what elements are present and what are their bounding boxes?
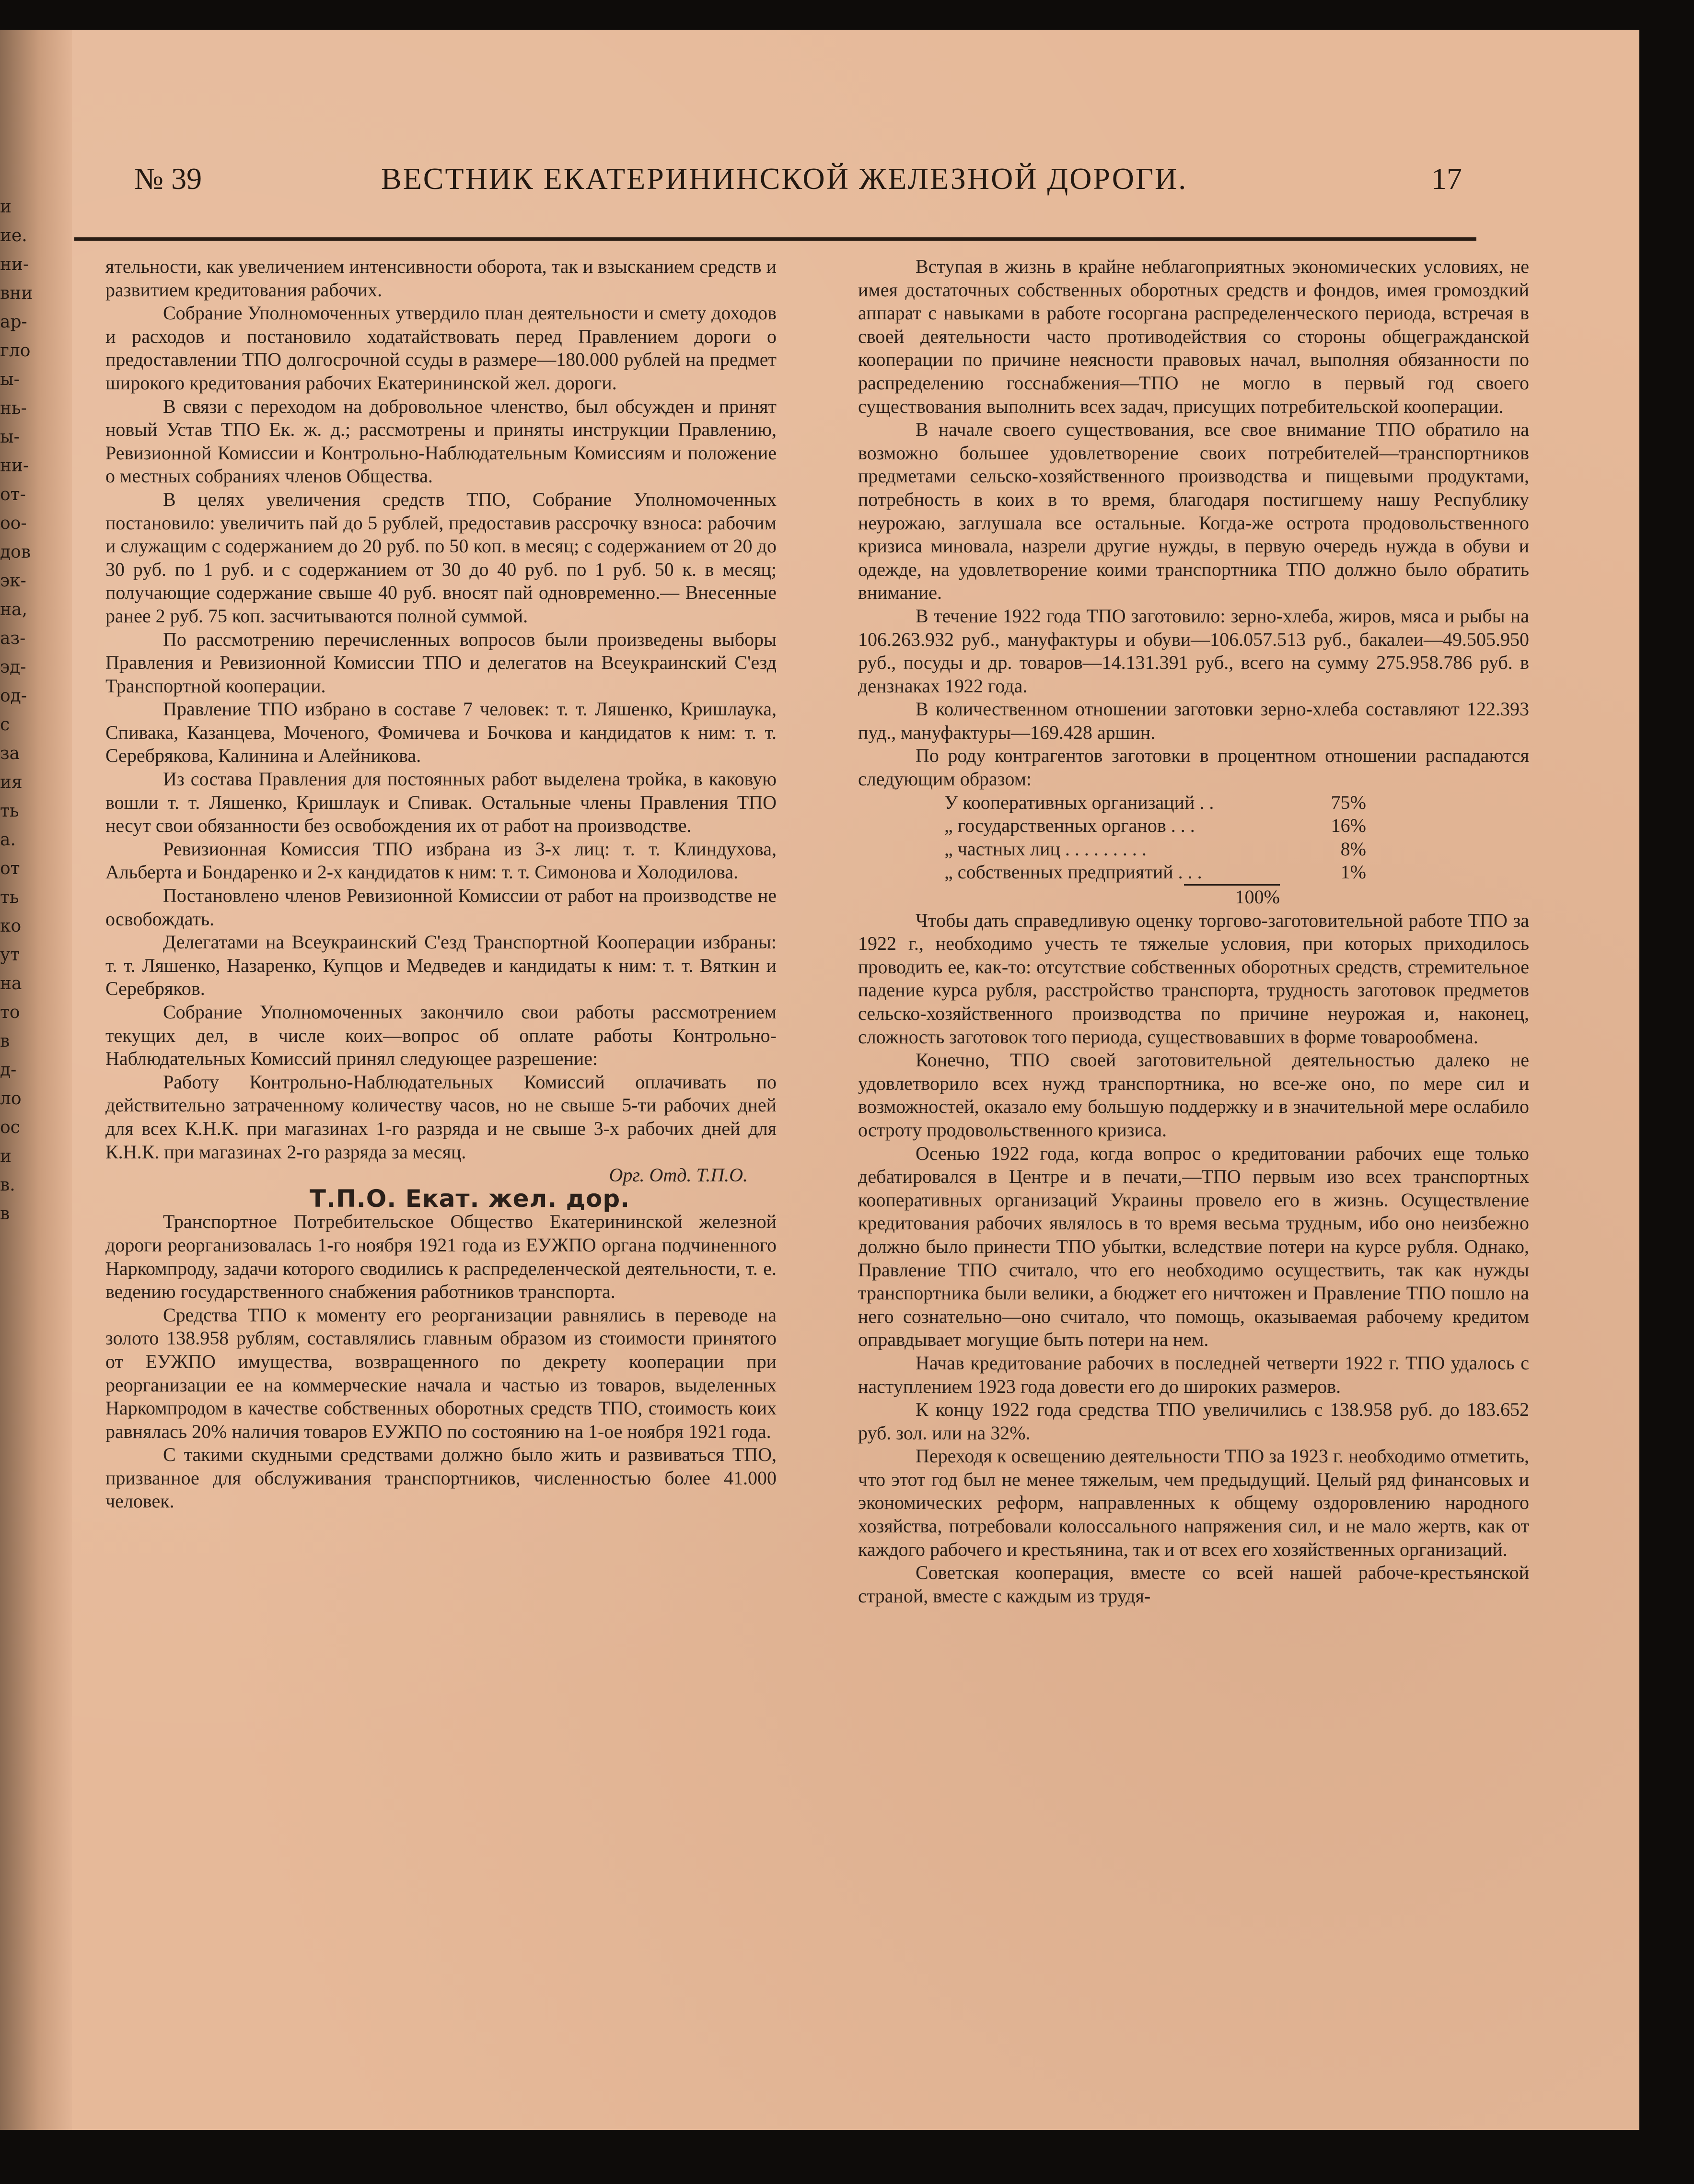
paragraph: В начале своего существования, все свое внимание ТПО обратило на возможно большее удовлетворение своих потребителей—транспортников предметами сельско-хозяйственного производства и пищевыми продуктами, потребность в коих в то время, благодаря постигшему нашу Республику неурожаю, заглушала все остальные. Когда-же острота продовольственного кризиса миновала, назрели другие нужды, в первую очередь нужда в обуви и одежде, на удовлетворение коими транспортника ТПО должно было обратить внимание. <box>858 419 1529 604</box>
paragraph: Собрание Уполномоченных утвердило план деятельности и смету доходов и расходов и постановило ходатайствовать перед Правлением дороги о предоставлении ТПО долгосрочной ссуды в размере—180.000 рублей на предмет широкого кредитования рабочих Екатерининской жел. дороги. <box>105 302 777 394</box>
paragraph: Из состава Правления для постоянных работ выделена тройка, в каковую вошли т. т. Ляшенко, Кришлаук и Спивак. Остальные члены Правления ТПО несут свои обязанности без освобождения их от работ на производстве. <box>105 768 777 837</box>
procurement-value: 8% <box>1340 838 1366 860</box>
binding-gutter <box>0 30 72 2130</box>
fragment-text: в. <box>0 1175 15 1195</box>
paragraph: Делегатами на Всеукраинский С'езд Транспортной Кооперации избраны: т. т. Ляшенко, Назаренко, Купцов и Медведев и кандидаты к ним: т. т. Вяткин и Серебряков. <box>105 931 777 1000</box>
procurement-row <box>944 861 1366 884</box>
fragment-text: на, <box>0 600 27 619</box>
paragraph: Транспортное Потребительское Общество Екатерининской железной дороги реорганизовалась 1-го ноября 1921 года из ЕУЖПО органа подчиненного Наркомпроду, задачи которого сводились к распределенческой деятельности, т. е. ведению государственного снабжения работников транспорта. <box>105 1211 777 1303</box>
right-column <box>858 255 1529 1608</box>
fragment-text: эк- <box>0 571 26 591</box>
fragment-text: и <box>0 197 12 217</box>
fragment-text: оо- <box>0 514 27 533</box>
paragraph: По роду контрагентов заготовки в процентном отношении распадаются следующим образом: <box>858 745 1529 790</box>
paragraph: В целях увеличения средств ТПО, Собрание Уполномоченных постановило: увеличить пай до 5 рублей, предоставив рассрочку взноса: рабочим и служащим с содержанием до 20 руб. по 50 коп. в месяц; с содержанием от 20 до 30 руб. по 1 руб. и с содержанием от 30 до 40 руб. по 1 руб. 50 к. в месяц; получающие содержание свыше 40 руб. вносят пай одновременно.— Внесенные ранее 2 руб. 75 коп. засчитываются полной суммой. <box>105 488 777 627</box>
fragment-text: дов <box>0 542 31 562</box>
section-paragraphs <box>105 1210 777 1513</box>
fragment-text: эд- <box>0 657 26 677</box>
paragraph: Переходя к освещению деятельности ТПО за 1923 г. необходимо отметить, что этот год был не менее тяжелым, чем предыдущий. Целый ряд финансовых и экономических реформ, направленных к общему оздоровлению народного хозяйства, потребовали колоссального напряжения сил, и не мало жертв, как от каждого рабочего и крестьянина, так и от всех его хозяйственных организаций. <box>858 1445 1529 1560</box>
left-paragraphs <box>105 255 777 1164</box>
procurement-label: „ собственных предприятий . . . <box>944 861 1202 883</box>
fragment-text: ие. <box>0 226 27 245</box>
adjacent-page-fragments <box>0 193 33 1228</box>
paragraph: Правление ТПО избрано в составе 7 человек: т. т. Ляшенко, Кришлаука, Спивака, Казанцева, Моченого, Фомичева и Бочкова и кандидатов к ним: т. т. Серебрякова, Калинина и Алейникова. <box>105 698 777 767</box>
left-column <box>105 255 777 1513</box>
procurement-value: 1% <box>1340 861 1366 883</box>
procurement-table <box>944 791 1366 884</box>
fragment-text: ло <box>0 1089 22 1109</box>
fragment-text: ко <box>0 916 22 936</box>
issue-number: № 39 <box>134 162 202 196</box>
paragraph: Конечно, ТПО своей заготовительной деятельностью далеко не удовлетворило всех нужд транспортника, но все-же оно, по мере сил и возможностей, оказало ему большую поддержку и в значительной мере ослабило остроту продовольственного кризиса. <box>858 1049 1529 1141</box>
paragraph: Ревизионная Комиссия ТПО избрана из 3-х лиц: т. т. Клиндухова, Альберта и Бондаренко и 2-х кандидатов к ним: т. т. Симонова и Холодилова. <box>105 838 777 883</box>
fragment-text: ут <box>0 945 20 965</box>
signature: Орг. Отд. Т.П.О. <box>609 1164 748 1186</box>
fragment-text: ы- <box>0 370 20 389</box>
fragment-text: от- <box>0 485 26 504</box>
fragment-text: а. <box>0 830 16 850</box>
fragment-text: с <box>0 715 10 735</box>
paragraph: С такими скудными средствами должно было жить и развиваться ТПО, призванное для обслуживания транспортников, численностью более 41.000 человек. <box>105 1444 777 1512</box>
paragraph: ятельности, как увеличением интенсивности оборота, так и взысканием средств и развитием кредитования рабочих. <box>105 256 777 301</box>
paragraph: Осенью 1922 года, когда вопрос о кредитовании рабочих еще только дебатировался в Центре и в печати,—ТПО первым изо всех транспортных кооперативных организаций Украины провело его в жизнь. Осуществление кредитования рабочих являлось в то время весьма трудным, ибо оно неизбежно должно было принести ТПО убытки, вследствие потери на курсе рубля. Однако, Правление ТПО считало, что его необходимо осуществить, так как нужды транспортника были велики, а бюджет его ничтожен и Правление ТПО пошло на него сознательно—оно считало, что помощь, оказываемая рабочему кредитом оправдывает могущие быть потери на нем. <box>858 1142 1529 1351</box>
right-paragraphs-after <box>858 909 1529 1608</box>
paragraph: Вступая в жизнь в крайне неблагоприятных экономических условиях, не имея достаточных собственных оборотных средств и фондов, имея громоздкий аппарат с навыками в работе госоргана распределенческого периода, встречая в своей деятельности часто противодействия со стороны общегражданской кооперации по причине неясности правовых начал, выполняя обязанности по распределению госснабжения—ТПО не могло в первый год своего существования выполнить всех задач, присущих потребительской кооперации. <box>858 256 1529 417</box>
fragment-text: от <box>0 859 20 878</box>
fragment-text: вни <box>0 283 33 303</box>
procurement-label: У кооперативных организаций . . <box>944 791 1214 813</box>
paragraph: Постановлено членов Ревизионной Комиссии от работ на производстве не освобождать. <box>105 885 777 930</box>
fragment-text: гло <box>0 341 31 361</box>
newspaper-page <box>0 30 1639 2130</box>
procurement-row <box>944 814 1366 838</box>
paragraph: Собрание Уполномоченных закончило свои работы рассмотрением текущих дел, в числе коих—вопрос об оплате работы Контрольно-Наблюдательных Комиссий принял следующее разрешение: <box>105 1001 777 1070</box>
procurement-label: „ частных лиц . . . . . . . . . <box>944 838 1147 860</box>
fragment-text: и <box>0 1146 12 1166</box>
fragment-text: нь- <box>0 398 27 418</box>
fragment-text: ть <box>0 801 19 821</box>
paragraph: В количественном отношении заготовки зерно-хлеба составляют 122.393 пуд., мануфактуры—169.428 аршин. <box>858 698 1529 743</box>
fragment-text: на <box>0 974 22 993</box>
fragment-text: ия <box>0 772 23 792</box>
fragment-text: в <box>0 1204 10 1224</box>
section-title: Т.П.О. Екат. жел. дор. <box>309 1184 630 1213</box>
header-rule <box>74 237 1476 241</box>
paragraph: К концу 1922 года средства ТПО увеличились с 138.958 руб. до 183.652 руб. зол. или на 32%. <box>858 1399 1529 1444</box>
paragraph: Начав кредитование рабочих в последней четверти 1922 г. ТПО удалось с наступлением 1923 года довести его до широких размеров. <box>858 1352 1529 1397</box>
fragment-text: за <box>0 744 20 763</box>
procurement-value: 75% <box>1331 791 1366 813</box>
fragment-text: аз- <box>0 629 26 648</box>
procurement-row <box>944 791 1366 815</box>
page-number: 17 <box>1431 162 1462 196</box>
publication-title: ВЕСТНИК ЕКАТЕРИНИНСКОЙ ЖЕЛЕЗНОЙ ДОРОГИ. <box>381 162 1188 196</box>
procurement-total: 100% <box>1184 884 1280 909</box>
procurement-value: 16% <box>1331 815 1366 837</box>
fragment-text: д- <box>0 1060 17 1080</box>
paragraph: Чтобы дать справедливую оценку торгово-заготовительной работе ТПО за 1922 г., необходимо учесть те тяжелые условия, при которых приходилось проводить ее, как-то: отсутствие собственных оборотных средств, стремительное падение курса рубля, расстройство транспорта, трудность заготовок предметов сельско-хозяйственного производства по причине неурожая и, наконец, сложность заготовок того периода, существовавших в форме товарообмена. <box>858 909 1529 1048</box>
paragraph: В связи с переходом на добровольное членство, был обсужден и принят новый Устав ТПО Ек. ж. д.; рассмотрены и приняты инструкции Правлению, Ревизионной Комиссии и Контрольно-Наблюдательным Комиссиям и положение о местных собраниях членов Общества. <box>105 395 777 487</box>
fragment-text: то <box>0 1003 20 1022</box>
fragment-text: ни- <box>0 255 29 274</box>
paragraph: Работу Контрольно-Наблюдательных Комиссий оплачивать по действительно затраченному количеству часов, но не свыше 5-ти рабочих дней для всех К.Н.К. при магазинах 1-го разряда и не свыше 3-х рабочих дней для К.Н.К. при магазинах 2-го разряда за месяц. <box>105 1071 777 1163</box>
procurement-label: „ государственных органов . . . <box>944 815 1195 837</box>
right-paragraphs-before <box>858 255 1529 791</box>
fragment-text: ы- <box>0 427 20 447</box>
fragment-text: ос <box>0 1118 20 1137</box>
page-header <box>134 158 1462 201</box>
paragraph: По рассмотрению перечисленных вопросов были произведены выборы Правления и Ревизионной Комиссии ТПО и делегатов на Всеукраинский С'езд Транспортной кооперации. <box>105 628 777 697</box>
fragment-text: ть <box>0 888 19 907</box>
fragment-text: ни- <box>0 456 29 476</box>
paragraph: Советская кооперация, вместе со всей нашей рабоче-крестьянской страной, вместе с каждым из трудя- <box>858 1562 1529 1607</box>
fragment-text: од- <box>0 686 27 706</box>
fragment-text: в <box>0 1031 10 1051</box>
paragraph: В течение 1922 года ТПО заготовило: зерно-хлеба, жиров, мяса и рыбы на 106.263.932 руб., мануфактуры и обуви—106.057.513 руб., бакалеи—49.505.950 руб., посуды и др. товаров—14.131.391 руб., всего на сумму 275.958.786 руб. в дензнаках 1922 года. <box>858 605 1529 697</box>
procurement-row <box>944 838 1366 861</box>
fragment-text: ар- <box>0 312 27 332</box>
paragraph: Средства ТПО к моменту его реорганизации равнялись в переводе на золото 138.958 рублям, составлялись главным образом из стоимости принятого от ЕУЖПО имущества, возвращенного по декрету кооперации при реорганизации ее на коммерческие начала и частью из товаров, выделенных Наркомпродом в качестве собственных оборотных средств ТПО, стоимость коих равнялась 20% наличия товаров ЕУЖПО по состоянию на 1-ое ноября 1921 года. <box>105 1304 777 1442</box>
